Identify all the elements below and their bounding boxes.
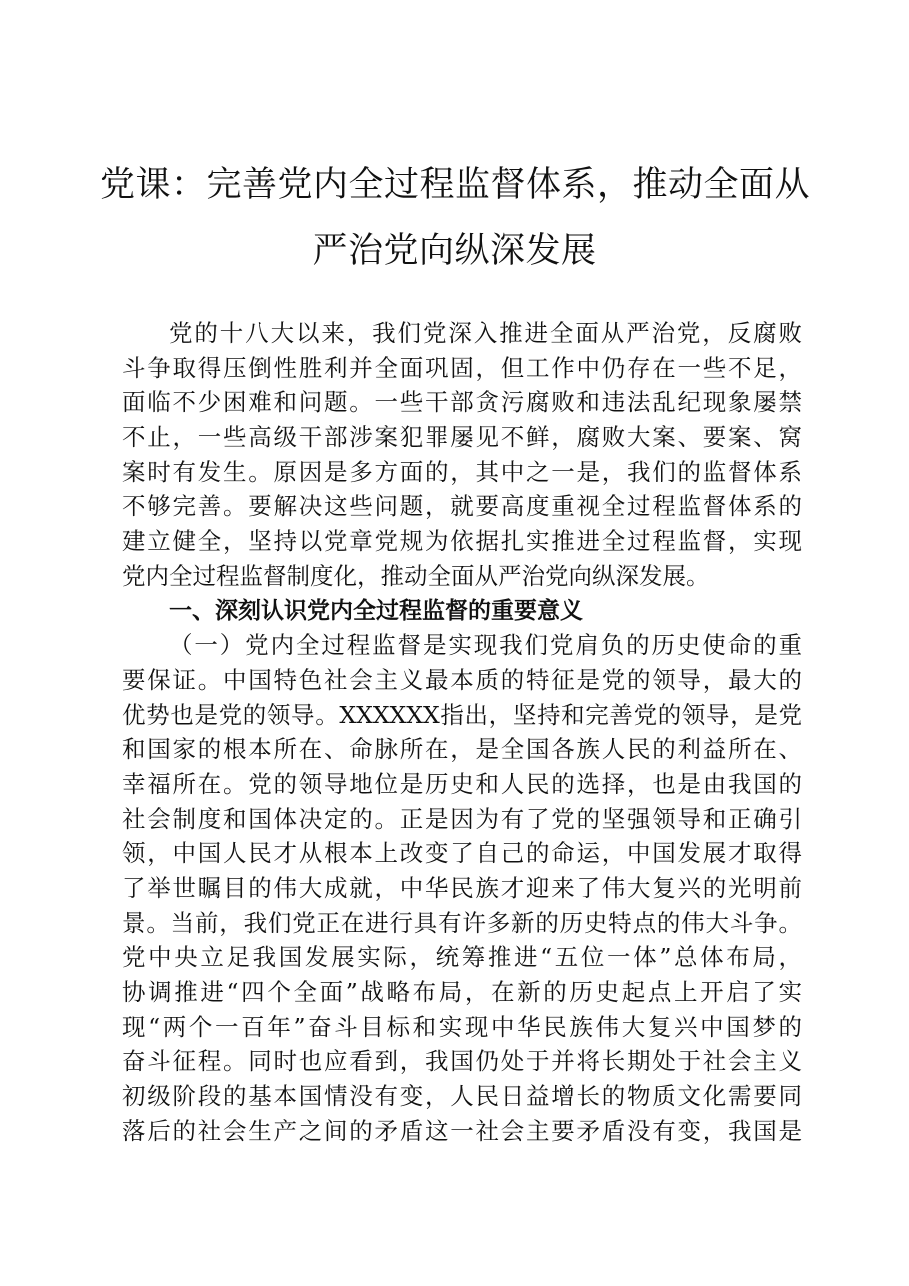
paragraph-line: 党内全过程监督制度化，推动全面从严治党向纵深发展。 [122, 561, 710, 590]
paragraph-line: 协调推进“四个全面”战略布局，在新的历史起点上开启了实 [122, 978, 802, 1007]
title-line: 严治党向纵深发展 [312, 231, 597, 271]
paragraph-line: 面临不少困难和问题。一些干部贪污腐败和违法乱纪现象屡禁 [122, 388, 802, 417]
paragraph-line: 案时有发生。原因是多方面的，其中之一是，我们的监督体系 [122, 457, 802, 486]
paragraph-line: 社会制度和国体决定的。正是因为有了党的坚强领导和正确引 [122, 804, 802, 833]
paragraph-line: 党的十八大以来，我们党深入推进全面从严治党，反腐败 [169, 319, 802, 347]
title-line: 党课：完善党内全过程监督体系，推动全面从 [100, 165, 811, 205]
paragraph-line: 和国家的根本所在、命脉所在，是全国各族人民的利益所在、 [122, 735, 802, 764]
section-heading: 一、深刻认识党内全过程监督的重要意义 [169, 597, 583, 624]
paragraph-line: 初级阶段的基本国情没有变，人民日益增长的物质文化需要同 [122, 1082, 802, 1111]
document-title [100, 152, 809, 284]
paragraph-line: 不够完善。要解决这些问题，就要高度重视全过程监督体系的 [122, 492, 802, 521]
paragraph-line: 落后的社会生产之间的矛盾这一社会主要矛盾没有变，我国是 [122, 1116, 802, 1145]
paragraph-line: 领，中国人民才从根本上改变了自己的命运，中国发展才取得 [122, 839, 802, 868]
paragraph-line: 奋斗征程。同时也应看到，我国仍处于并将长期处于社会主义 [122, 1047, 802, 1076]
document-body [122, 316, 802, 1149]
paragraph-line: 优势也是党的领导。XXXXXX指出，坚持和完善党的领导，是党 [122, 700, 802, 729]
paragraph-line: 现“两个一百年”奋斗目标和实现中华民族伟大复兴中国梦的 [122, 1012, 802, 1041]
paragraph-line: 了举世瞩目的伟大成就，中华民族才迎来了伟大复兴的光明前 [122, 874, 802, 902]
paragraph-line: （一）党内全过程监督是实现我们党肩负的历史使命的重 [169, 631, 802, 660]
paragraph-line: 不止，一些高级干部涉案犯罪屡见不鲜，腐败大案、要案、窝 [122, 423, 802, 452]
paragraph-line: 党中央立足我国发展实际，统筹推进“五位一体”总体布局， [122, 943, 802, 972]
paragraph-line: 景。当前，我们党正在进行具有许多新的历史特点的伟大斗争。 [122, 908, 802, 937]
paragraph-line: 要保证。中国特色社会主义最本质的特征是党的领导，最大的 [122, 665, 802, 694]
paragraph-line: 斗争取得压倒性胜利并全面巩固，但工作中仍存在一些不足， [122, 353, 802, 382]
paragraph-line: 幸福所在。党的领导地位是历史和人民的选择，也是由我国的 [122, 769, 802, 798]
paragraph-line: 建立健全，坚持以党章党规为依据扎实推进全过程监督，实现 [122, 527, 802, 556]
